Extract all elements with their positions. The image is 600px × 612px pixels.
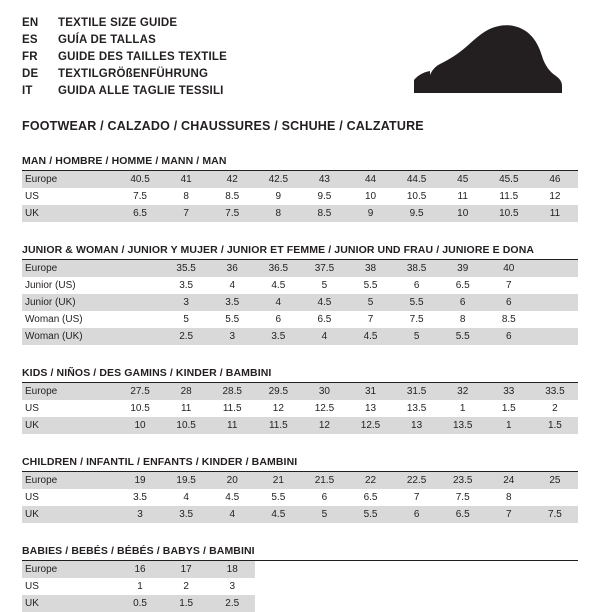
size-cell: 7 — [486, 277, 532, 294]
size-cell: 44 — [347, 171, 393, 188]
table-row — [22, 578, 578, 595]
size-cell: 7.5 — [209, 205, 255, 222]
size-cell: 13 — [347, 400, 393, 417]
size-cell: 6.5 — [347, 489, 393, 506]
size-cell: 38.5 — [394, 260, 440, 277]
size-cell: 10.5 — [117, 400, 163, 417]
size-cell: 2 — [532, 400, 578, 417]
row-label: Woman (UK) — [22, 328, 117, 345]
size-cell: 2.5 — [163, 328, 209, 345]
size-cell: 19.5 — [163, 472, 209, 489]
empty-cell — [532, 561, 578, 578]
size-cell: 45.5 — [486, 171, 532, 188]
table-row — [22, 188, 578, 205]
row-label: UK — [22, 205, 117, 222]
section-title: CHILDREN / INFANTIL / ENFANTS / KINDER / BAMBINI — [22, 456, 578, 472]
table-row — [22, 311, 578, 328]
size-table — [22, 561, 578, 612]
empty-cell — [255, 578, 301, 595]
size-cell: 35.5 — [163, 260, 209, 277]
language-code: EN — [22, 17, 39, 29]
size-cell — [117, 328, 163, 345]
size-cell: 8 — [486, 489, 532, 506]
size-cell: 44.5 — [394, 171, 440, 188]
size-cell: 39 — [440, 260, 486, 277]
table-row — [22, 595, 578, 612]
page-title: FOOTWEAR / CALZADO / CHAUSSURES / SCHUHE / CALZATURE — [22, 119, 424, 133]
size-cell: 42.5 — [255, 171, 301, 188]
size-cell: 27.5 — [117, 383, 163, 400]
empty-cell — [347, 578, 393, 595]
size-cell: 46 — [532, 171, 578, 188]
size-cell: 41 — [163, 171, 209, 188]
section-title: JUNIOR & WOMAN / JUNIOR Y MUJER / JUNIOR ET FEMME / JUNIOR UND FRAU / JUNIORE E DONA — [22, 244, 578, 260]
size-cell: 11 — [209, 417, 255, 434]
page-header — [22, 16, 578, 105]
size-cell: 3.5 — [163, 277, 209, 294]
table-row — [22, 417, 578, 434]
empty-cell — [255, 561, 301, 578]
size-cell: 6.5 — [440, 277, 486, 294]
empty-cell — [394, 578, 440, 595]
size-cell: 21 — [255, 472, 301, 489]
size-cell: 4 — [163, 489, 209, 506]
size-cell: 31 — [347, 383, 393, 400]
size-cell: 0.5 — [117, 595, 163, 612]
size-cell: 3.5 — [255, 328, 301, 345]
size-cell: 5.5 — [347, 506, 393, 523]
size-cell: 10.5 — [486, 205, 532, 222]
empty-cell — [532, 578, 578, 595]
size-cell: 6 — [301, 489, 347, 506]
section-babies — [22, 545, 578, 612]
size-cell: 6 — [394, 506, 440, 523]
size-cell: 4.5 — [255, 277, 301, 294]
row-label: Europe — [22, 383, 117, 400]
size-cell: 10 — [440, 205, 486, 222]
language-code: ES — [22, 34, 38, 46]
row-label: Junior (UK) — [22, 294, 117, 311]
table-row — [22, 506, 578, 523]
size-cell: 8.5 — [209, 188, 255, 205]
row-label: UK — [22, 595, 117, 612]
size-cell: 4.5 — [347, 328, 393, 345]
size-cell: 3 — [163, 294, 209, 311]
size-cell: 6 — [394, 277, 440, 294]
size-cell: 12 — [255, 400, 301, 417]
table-row — [22, 383, 578, 400]
size-cell: 43 — [301, 171, 347, 188]
size-cell: 10 — [347, 188, 393, 205]
size-cell: 18 — [209, 561, 255, 578]
size-cell: 1 — [440, 400, 486, 417]
size-cell — [532, 311, 578, 328]
language-title: GUIDA ALLE TAGLIE TESSILI — [58, 85, 224, 97]
row-label: US — [22, 188, 117, 205]
size-cell: 10.5 — [163, 417, 209, 434]
size-cell: 8.5 — [486, 311, 532, 328]
size-cell: 17 — [163, 561, 209, 578]
size-cell: 31.5 — [394, 383, 440, 400]
size-cell: 45 — [440, 171, 486, 188]
size-cell: 1 — [486, 417, 532, 434]
size-cell: 11.5 — [209, 400, 255, 417]
size-cell: 33.5 — [532, 383, 578, 400]
size-cell: 11.5 — [486, 188, 532, 205]
size-cell: 30 — [301, 383, 347, 400]
size-cell: 7.5 — [117, 188, 163, 205]
size-cell — [117, 277, 163, 294]
row-label: Junior (US) — [22, 277, 117, 294]
size-cell — [117, 294, 163, 311]
size-cell: 11 — [440, 188, 486, 205]
row-label: Woman (US) — [22, 311, 117, 328]
size-cell: 10.5 — [394, 188, 440, 205]
size-cell: 2 — [163, 578, 209, 595]
size-cell: 4 — [255, 294, 301, 311]
size-cell: 7 — [394, 489, 440, 506]
size-cell: 8 — [440, 311, 486, 328]
empty-cell — [486, 561, 532, 578]
size-cell: 3 — [209, 578, 255, 595]
empty-cell — [486, 578, 532, 595]
size-cell: 8 — [255, 205, 301, 222]
size-cell: 29.5 — [255, 383, 301, 400]
language-code: IT — [22, 85, 33, 97]
size-cell — [532, 277, 578, 294]
empty-cell — [440, 595, 486, 612]
row-label: Europe — [22, 171, 117, 188]
empty-cell — [255, 595, 301, 612]
size-cell: 36.5 — [255, 260, 301, 277]
size-cell: 36 — [209, 260, 255, 277]
size-cell: 23.5 — [440, 472, 486, 489]
size-cell: 11 — [163, 400, 209, 417]
table-row — [22, 472, 578, 489]
language-row — [22, 33, 227, 50]
row-label: UK — [22, 417, 117, 434]
size-cell: 40.5 — [117, 171, 163, 188]
size-cell: 7.5 — [440, 489, 486, 506]
language-title: TEXTILE SIZE GUIDE — [58, 17, 178, 29]
size-cell: 7 — [163, 205, 209, 222]
size-cell: 6 — [255, 311, 301, 328]
row-label: Europe — [22, 561, 117, 578]
size-cell: 13.5 — [394, 400, 440, 417]
size-cell: 13 — [394, 417, 440, 434]
size-cell: 8 — [163, 188, 209, 205]
empty-cell — [394, 561, 440, 578]
size-cell: 42 — [209, 171, 255, 188]
size-cell: 6.5 — [117, 205, 163, 222]
table-row — [22, 400, 578, 417]
size-cell: 9.5 — [394, 205, 440, 222]
size-cell: 3 — [209, 328, 255, 345]
size-cell: 12.5 — [347, 417, 393, 434]
size-cell: 5 — [163, 311, 209, 328]
language-code: DE — [22, 68, 39, 80]
size-cell: 6 — [486, 294, 532, 311]
size-cell: 5 — [301, 506, 347, 523]
table-row — [22, 328, 578, 345]
language-row — [22, 84, 227, 101]
language-code: FR — [22, 51, 38, 63]
size-cell: 3.5 — [163, 506, 209, 523]
language-row — [22, 16, 227, 33]
size-cell: 24 — [486, 472, 532, 489]
size-cell: 7 — [486, 506, 532, 523]
section-man — [22, 155, 578, 222]
size-cell: 33 — [486, 383, 532, 400]
dress-shoe-icon — [384, 20, 564, 105]
size-cell: 5 — [301, 277, 347, 294]
size-cell: 32 — [440, 383, 486, 400]
size-cell: 25 — [532, 472, 578, 489]
size-cell: 4 — [301, 328, 347, 345]
language-title: GUIDE DES TAILLES TEXTILE — [58, 51, 227, 63]
size-cell: 8.5 — [301, 205, 347, 222]
size-cell — [532, 294, 578, 311]
empty-cell — [347, 595, 393, 612]
empty-cell — [301, 578, 347, 595]
language-row — [22, 50, 227, 67]
size-cell: 4.5 — [209, 489, 255, 506]
table-row — [22, 561, 578, 578]
size-cell: 5.5 — [255, 489, 301, 506]
size-cell — [532, 489, 578, 506]
section-title: BABIES / BEBÉS / BÉBÉS / BABYS / BAMBINI — [22, 545, 578, 561]
size-cell — [532, 328, 578, 345]
size-cell — [117, 260, 163, 277]
size-cell: 7.5 — [532, 506, 578, 523]
size-table — [22, 260, 578, 345]
section-kids — [22, 367, 578, 434]
row-label: US — [22, 400, 117, 417]
row-label: US — [22, 578, 117, 595]
size-cell: 20 — [209, 472, 255, 489]
size-cell: 37.5 — [301, 260, 347, 277]
size-cell: 1.5 — [486, 400, 532, 417]
table-row — [22, 277, 578, 294]
size-cell: 38 — [347, 260, 393, 277]
row-label: UK — [22, 506, 117, 523]
size-cell: 5.5 — [347, 277, 393, 294]
size-cell: 1 — [117, 578, 163, 595]
table-row — [22, 260, 578, 277]
size-cell: 3.5 — [209, 294, 255, 311]
size-cell: 7 — [347, 311, 393, 328]
empty-cell — [486, 595, 532, 612]
table-row — [22, 489, 578, 506]
size-cell: 40 — [486, 260, 532, 277]
section-title: KIDS / NIÑOS / DES GAMINS / KINDER / BAMBINI — [22, 367, 578, 383]
size-cell: 5.5 — [209, 311, 255, 328]
language-title: GUÍA DE TALLAS — [58, 34, 156, 46]
section-title: MAN / HOMBRE / HOMME / MANN / MAN — [22, 155, 578, 171]
size-cell: 28 — [163, 383, 209, 400]
size-cell: 6 — [486, 328, 532, 345]
section-children — [22, 456, 578, 523]
empty-cell — [440, 578, 486, 595]
size-cell: 19 — [117, 472, 163, 489]
empty-cell — [301, 561, 347, 578]
size-cell: 11 — [532, 205, 578, 222]
size-cell: 1.5 — [532, 417, 578, 434]
size-cell: 10 — [117, 417, 163, 434]
section-junior-woman — [22, 244, 578, 345]
size-cell: 12.5 — [301, 400, 347, 417]
size-table — [22, 383, 578, 434]
size-cell: 12 — [532, 188, 578, 205]
size-cell: 6.5 — [440, 506, 486, 523]
table-row — [22, 294, 578, 311]
language-title-list — [22, 16, 227, 101]
size-table — [22, 171, 578, 222]
size-cell: 1.5 — [163, 595, 209, 612]
size-cell: 7.5 — [394, 311, 440, 328]
table-row — [22, 205, 578, 222]
size-cell: 5 — [394, 328, 440, 345]
size-cell: 6 — [440, 294, 486, 311]
empty-cell — [301, 595, 347, 612]
size-cell — [117, 311, 163, 328]
empty-cell — [440, 561, 486, 578]
size-cell: 9 — [255, 188, 301, 205]
size-cell: 4 — [209, 277, 255, 294]
size-cell: 16 — [117, 561, 163, 578]
row-label: Europe — [22, 260, 117, 277]
size-cell: 21.5 — [301, 472, 347, 489]
size-cell: 3.5 — [117, 489, 163, 506]
size-cell: 2.5 — [209, 595, 255, 612]
size-cell: 9.5 — [301, 188, 347, 205]
size-cell: 28.5 — [209, 383, 255, 400]
language-title: TEXTILGRÖßENFÜHRUNG — [58, 68, 209, 80]
size-cell: 3 — [117, 506, 163, 523]
size-cell — [532, 260, 578, 277]
size-cell: 4 — [209, 506, 255, 523]
size-cell: 5.5 — [440, 328, 486, 345]
size-cell: 11.5 — [255, 417, 301, 434]
size-cell: 5.5 — [394, 294, 440, 311]
row-label: Europe — [22, 472, 117, 489]
empty-cell — [532, 595, 578, 612]
size-cell: 4.5 — [301, 294, 347, 311]
size-table — [22, 472, 578, 523]
row-label: US — [22, 489, 117, 506]
empty-cell — [347, 561, 393, 578]
size-cell: 9 — [347, 205, 393, 222]
size-cell: 12 — [301, 417, 347, 434]
size-cell: 13.5 — [440, 417, 486, 434]
table-row — [22, 171, 578, 188]
empty-cell — [394, 595, 440, 612]
size-cell: 22.5 — [394, 472, 440, 489]
language-row — [22, 67, 227, 84]
size-cell: 5 — [347, 294, 393, 311]
size-cell: 22 — [347, 472, 393, 489]
size-cell: 6.5 — [301, 311, 347, 328]
size-cell: 4.5 — [255, 506, 301, 523]
